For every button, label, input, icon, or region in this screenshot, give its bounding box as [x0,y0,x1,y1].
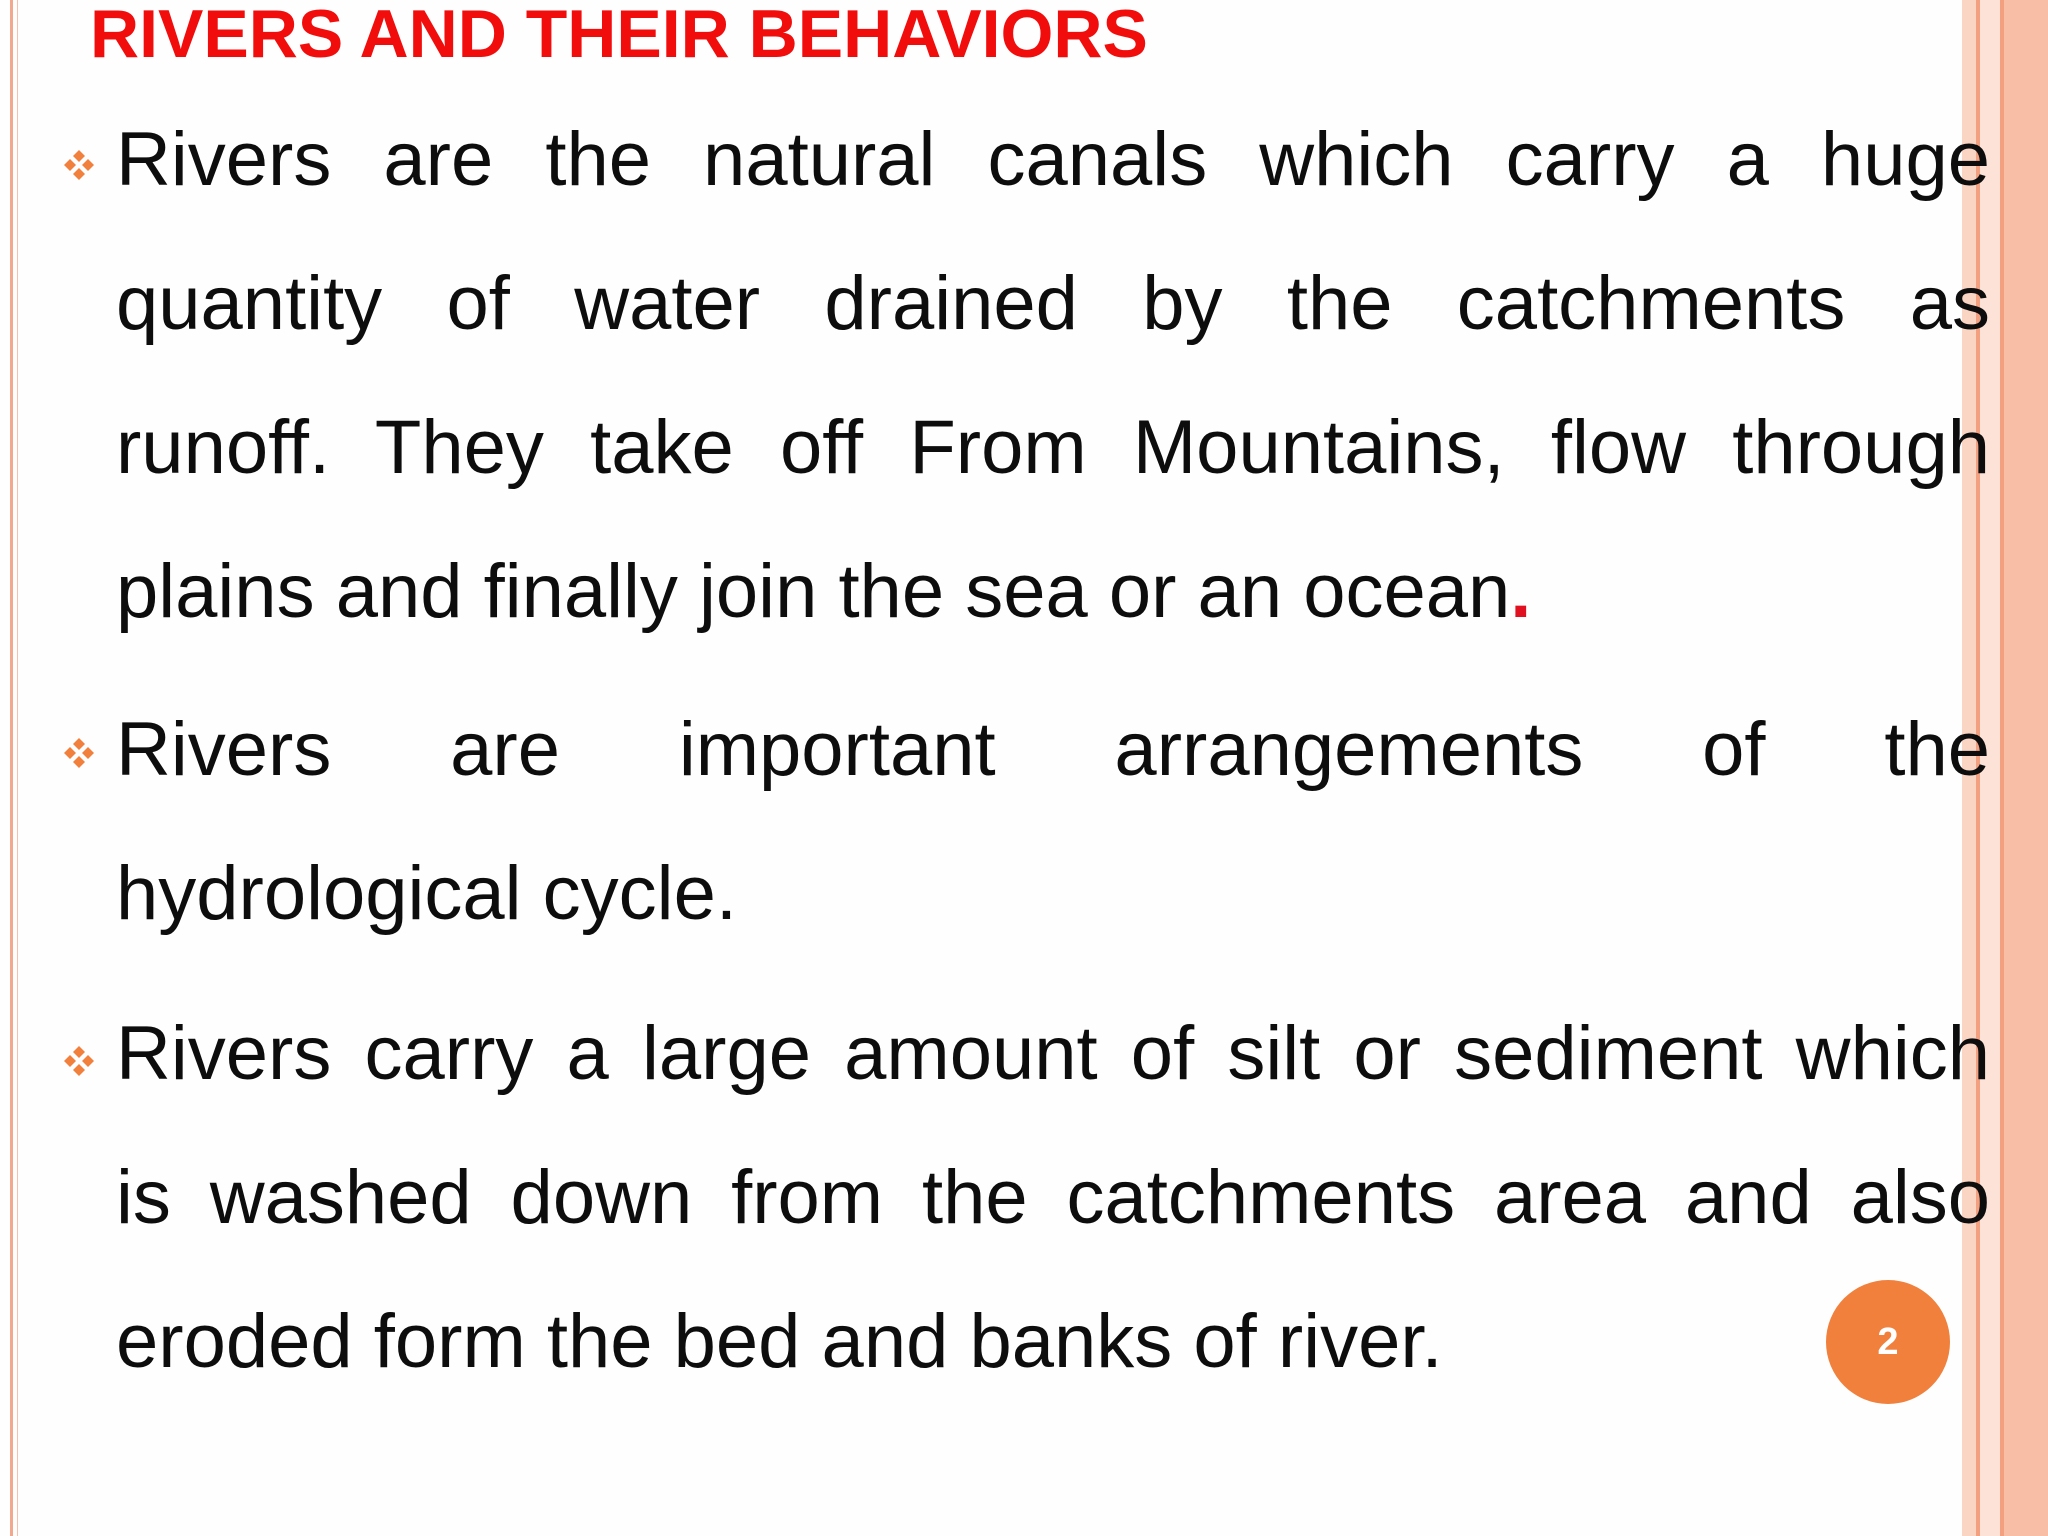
paragraph-line: Rivers are important arrangements of the [116,707,1990,792]
four-diamond-bullet-icon [62,1044,96,1078]
left-border-line [10,0,13,1536]
four-diamond-bullet-icon [62,736,96,770]
page-number-badge [1826,1280,1950,1404]
bullet-paragraph-3 [116,982,1990,1414]
paragraph-line: runoff. They take off From Mountains, flow through [116,405,1990,490]
four-diamond-bullet-icon [62,148,96,182]
trailing-period-mark: . [1510,549,1532,634]
bullet-paragraph-2 [116,678,1990,966]
paragraph-line: Rivers are the natural canals which carry a huge [116,117,1990,202]
page-number: 2 [1877,1320,1899,1363]
paragraph-line: is washed down from the catchments area and also [116,1155,1990,1240]
paragraph-line-last [116,520,1990,664]
left-border-line-inner [17,0,18,1536]
paragraph-line: eroded form the bed and banks of river. [116,1299,1443,1384]
paragraph-line: Rivers carry a large amount of silt or sediment which [116,1011,1990,1096]
slide-title: RIVERS AND THEIR BEHAVIORS [90,0,1148,72]
paragraph-line-text: plains and finally join the sea or an ocean [116,549,1511,634]
paragraph-line: hydrological cycle. [116,851,737,936]
bullet-paragraph-1 [116,88,1990,664]
right-border-band [2004,0,2048,1536]
paragraph-line: quantity of water drained by the catchments as [116,261,1990,346]
